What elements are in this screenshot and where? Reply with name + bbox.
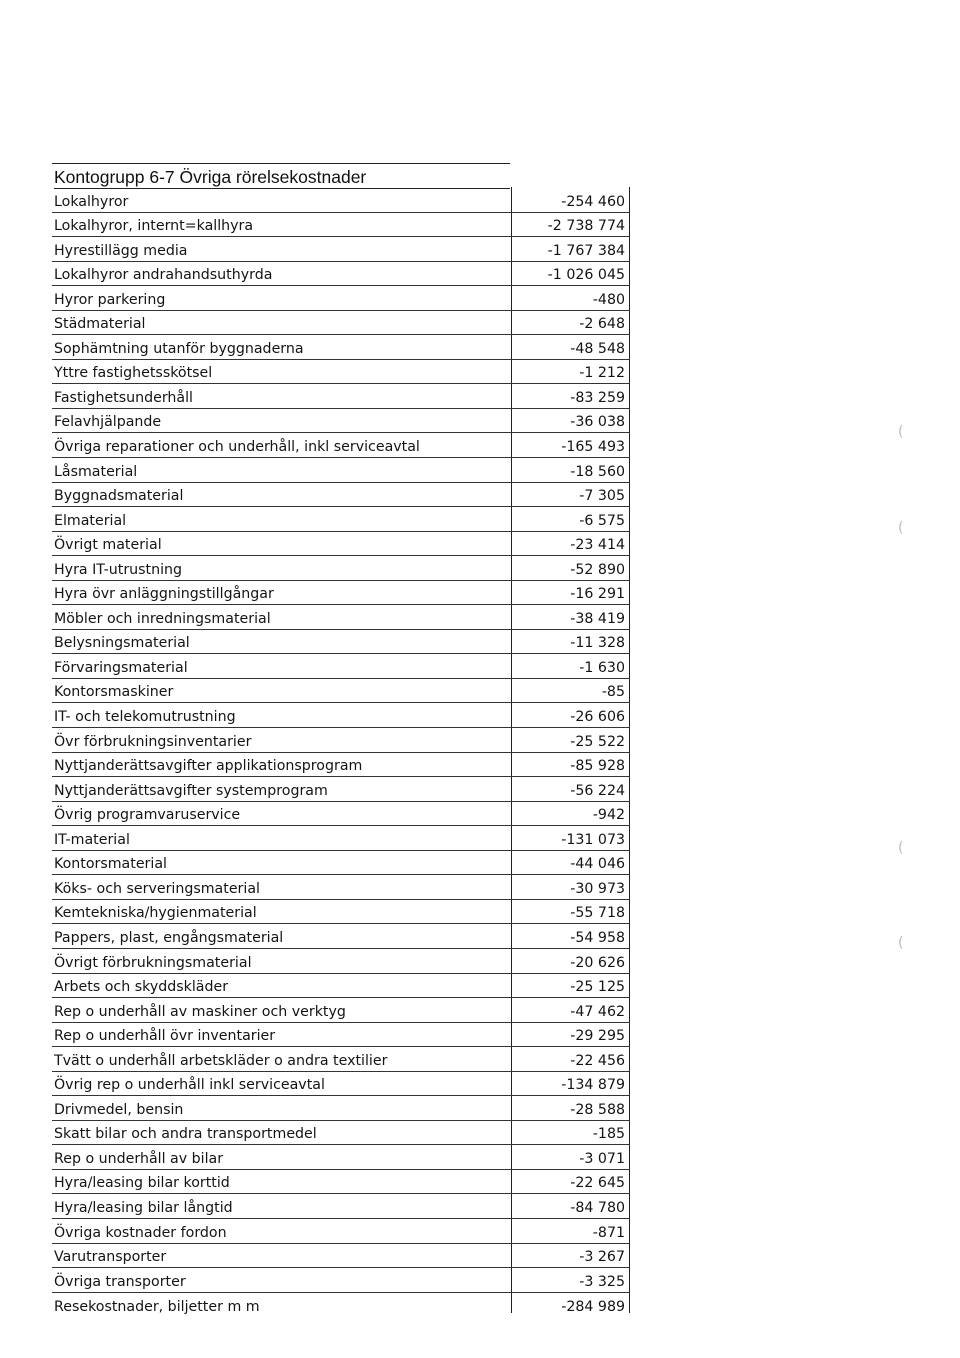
- account-value: -942: [592, 807, 625, 824]
- table-row: [52, 507, 630, 532]
- account-label: Rep o underhåll övr inventarier: [54, 1028, 276, 1045]
- table-row: [52, 458, 630, 483]
- account-value: -7 305: [579, 488, 625, 505]
- scan-mark: (: [898, 424, 904, 440]
- table-row: [52, 556, 630, 581]
- table-row: [52, 654, 630, 679]
- table-row: [52, 213, 630, 238]
- account-label: Övrigt material: [54, 537, 162, 554]
- account-value: -254 460: [561, 193, 625, 210]
- account-value: -25 125: [570, 979, 625, 996]
- account-label: Kontorsmaskiner: [54, 684, 174, 701]
- account-label: IT- och telekomutrustning: [54, 709, 236, 726]
- account-value: -25 522: [570, 733, 625, 750]
- account-label: Pappers, plast, engångsmaterial: [54, 929, 284, 946]
- table-row: [52, 1023, 630, 1048]
- table-row: [52, 703, 630, 728]
- account-label: Belysningsmaterial: [54, 635, 190, 652]
- table-row: [52, 360, 630, 385]
- account-label: Hyra/leasing bilar korttid: [54, 1175, 230, 1192]
- account-label: Varutransporter: [54, 1249, 167, 1266]
- account-label: Hyror parkering: [54, 291, 166, 308]
- account-label: Förvaringsmaterial: [54, 659, 188, 676]
- account-value: -38 419: [570, 610, 625, 627]
- account-label: Lokalhyror andrahandsuthyrda: [54, 267, 273, 284]
- table-row: [52, 900, 630, 925]
- account-value: -36 038: [570, 414, 625, 431]
- account-value: -480: [592, 291, 625, 308]
- account-value: -55 718: [570, 905, 625, 922]
- table-row: [52, 1219, 630, 1244]
- account-value: -1 026 045: [547, 267, 625, 284]
- account-label: Hyra IT-utrustning: [54, 561, 183, 578]
- account-value: -11 328: [570, 635, 625, 652]
- account-value: -28 588: [570, 1101, 625, 1118]
- account-value: -185: [592, 1126, 625, 1143]
- account-label: Övr förbrukningsinventarier: [54, 733, 252, 750]
- table-row: [52, 605, 630, 630]
- table-row: [52, 1121, 630, 1146]
- table-row: [52, 875, 630, 900]
- account-value: -20 626: [570, 954, 625, 971]
- account-value: -134 879: [561, 1077, 625, 1094]
- table-row: [52, 949, 630, 974]
- account-value: -131 073: [561, 831, 625, 848]
- account-table: [52, 188, 630, 1317]
- account-label: Hyra/leasing bilar långtid: [54, 1199, 233, 1216]
- account-label: Övrigt förbrukningsmaterial: [54, 954, 252, 971]
- table-row: [52, 998, 630, 1023]
- account-label: Övriga transporter: [54, 1273, 186, 1290]
- account-label: Kontorsmaterial: [54, 856, 167, 873]
- page-title: Kontogrupp 6-7 Övriga rörelsekostnader: [54, 166, 510, 189]
- account-value: -22 456: [570, 1052, 625, 1069]
- scan-mark: (: [898, 935, 904, 951]
- account-label: Kemtekniska/hygienmaterial: [54, 905, 257, 922]
- table-row: [52, 728, 630, 753]
- account-value: -3 267: [579, 1249, 625, 1266]
- account-label: Rep o underhåll av bilar: [54, 1150, 224, 1167]
- account-value: -1 767 384: [547, 242, 625, 259]
- account-label: Köks- och serveringsmaterial: [54, 880, 260, 897]
- table-row: [52, 1047, 630, 1072]
- account-value: -3 325: [579, 1273, 625, 1290]
- account-label: Yttre fastighetsskötsel: [54, 365, 213, 382]
- table-row: [52, 188, 630, 213]
- account-value: -29 295: [570, 1028, 625, 1045]
- account-value: -83 259: [570, 389, 625, 406]
- account-label: Elmaterial: [54, 512, 127, 529]
- account-value: -22 645: [570, 1175, 625, 1192]
- account-value: -18 560: [570, 463, 625, 480]
- account-value: -3 071: [579, 1150, 625, 1167]
- table-row: [52, 679, 630, 704]
- account-label: Övriga reparationer och underhåll, inkl serviceavtal: [54, 439, 420, 456]
- account-label: Övrig programvaruservice: [54, 807, 241, 824]
- account-label: Nyttjanderättsavgifter applikationsprogram: [54, 758, 363, 775]
- account-value: -1 212: [579, 365, 625, 382]
- table-row: [52, 262, 630, 287]
- account-label: Byggnadsmaterial: [54, 488, 184, 505]
- account-value: -30 973: [570, 880, 625, 897]
- account-label: Felavhjälpande: [54, 414, 162, 431]
- account-label: Tvätt o underhåll arbetskläder o andra textilier: [54, 1052, 388, 1069]
- table-row: [52, 1268, 630, 1293]
- table-row: [52, 311, 630, 336]
- table-row: [52, 483, 630, 508]
- account-value: -23 414: [570, 537, 625, 554]
- table-row: [52, 1293, 630, 1318]
- table-row: [52, 1194, 630, 1219]
- account-value: -16 291: [570, 586, 625, 603]
- table-row: [52, 851, 630, 876]
- scan-mark: (: [898, 840, 904, 856]
- account-value: -2 738 774: [547, 218, 625, 235]
- account-label: Möbler och inredningsmaterial: [54, 610, 271, 627]
- account-label: Skatt bilar och andra transportmedel: [54, 1126, 317, 1143]
- account-label: Rep o underhåll av maskiner och verktyg: [54, 1003, 346, 1020]
- table-row: [52, 802, 630, 827]
- table-row: [52, 777, 630, 802]
- account-label: Städmaterial: [54, 316, 146, 333]
- account-value: -48 548: [570, 340, 625, 357]
- account-value: -1 630: [579, 659, 625, 676]
- table-row: [52, 826, 630, 851]
- table-row: [52, 409, 630, 434]
- table-row: [52, 924, 630, 949]
- table-row: [52, 1072, 630, 1097]
- table-row: [52, 1145, 630, 1170]
- account-label: Nyttjanderättsavgifter systemprogram: [54, 782, 328, 799]
- account-value: -2 648: [579, 316, 625, 333]
- account-label: Övriga kostnader fordon: [54, 1224, 227, 1241]
- table-row: [52, 286, 630, 311]
- title-rule: [52, 163, 510, 164]
- account-value: -47 462: [570, 1003, 625, 1020]
- account-value: -26 606: [570, 709, 625, 726]
- account-label: Låsmaterial: [54, 463, 138, 480]
- account-label: Hyra övr anläggningstillgångar: [54, 586, 274, 603]
- account-label: Fastighetsunderhåll: [54, 389, 193, 406]
- account-label: Lokalhyror: [54, 193, 129, 210]
- table-row: [52, 532, 630, 557]
- table-row: [52, 1170, 630, 1195]
- account-label: Arbets och skyddskläder: [54, 979, 229, 996]
- account-value: -44 046: [570, 856, 625, 873]
- account-value: -85 928: [570, 758, 625, 775]
- table-row: [52, 1096, 630, 1121]
- account-value: -85: [601, 684, 625, 701]
- account-label: IT-material: [54, 831, 130, 848]
- table-row: [52, 384, 630, 409]
- account-label: Drivmedel, bensin: [54, 1101, 184, 1118]
- account-label: Hyrestillägg media: [54, 242, 188, 259]
- account-value: -84 780: [570, 1199, 625, 1216]
- table-row: [52, 237, 630, 262]
- account-value: -52 890: [570, 561, 625, 578]
- account-label: Lokalhyror, internt=kallhyra: [54, 218, 254, 235]
- table-row: [52, 1244, 630, 1269]
- account-value: -871: [592, 1224, 625, 1241]
- account-label: Sophämtning utanför byggnaderna: [54, 340, 304, 357]
- table-row: [52, 433, 630, 458]
- table-row: [52, 335, 630, 360]
- account-value: -6 575: [579, 512, 625, 529]
- account-value: -165 493: [561, 439, 625, 456]
- account-value: -284 989: [561, 1299, 625, 1316]
- scan-mark: (: [898, 520, 904, 536]
- account-label: Övrig rep o underhåll inkl serviceavtal: [54, 1077, 325, 1094]
- account-value: -54 958: [570, 929, 625, 946]
- account-value: -56 224: [570, 782, 625, 799]
- table-row: [52, 581, 630, 606]
- table-row: [52, 630, 630, 655]
- account-label: Resekostnader, biljetter m m: [54, 1299, 260, 1316]
- table-row: [52, 974, 630, 999]
- table-row: [52, 753, 630, 778]
